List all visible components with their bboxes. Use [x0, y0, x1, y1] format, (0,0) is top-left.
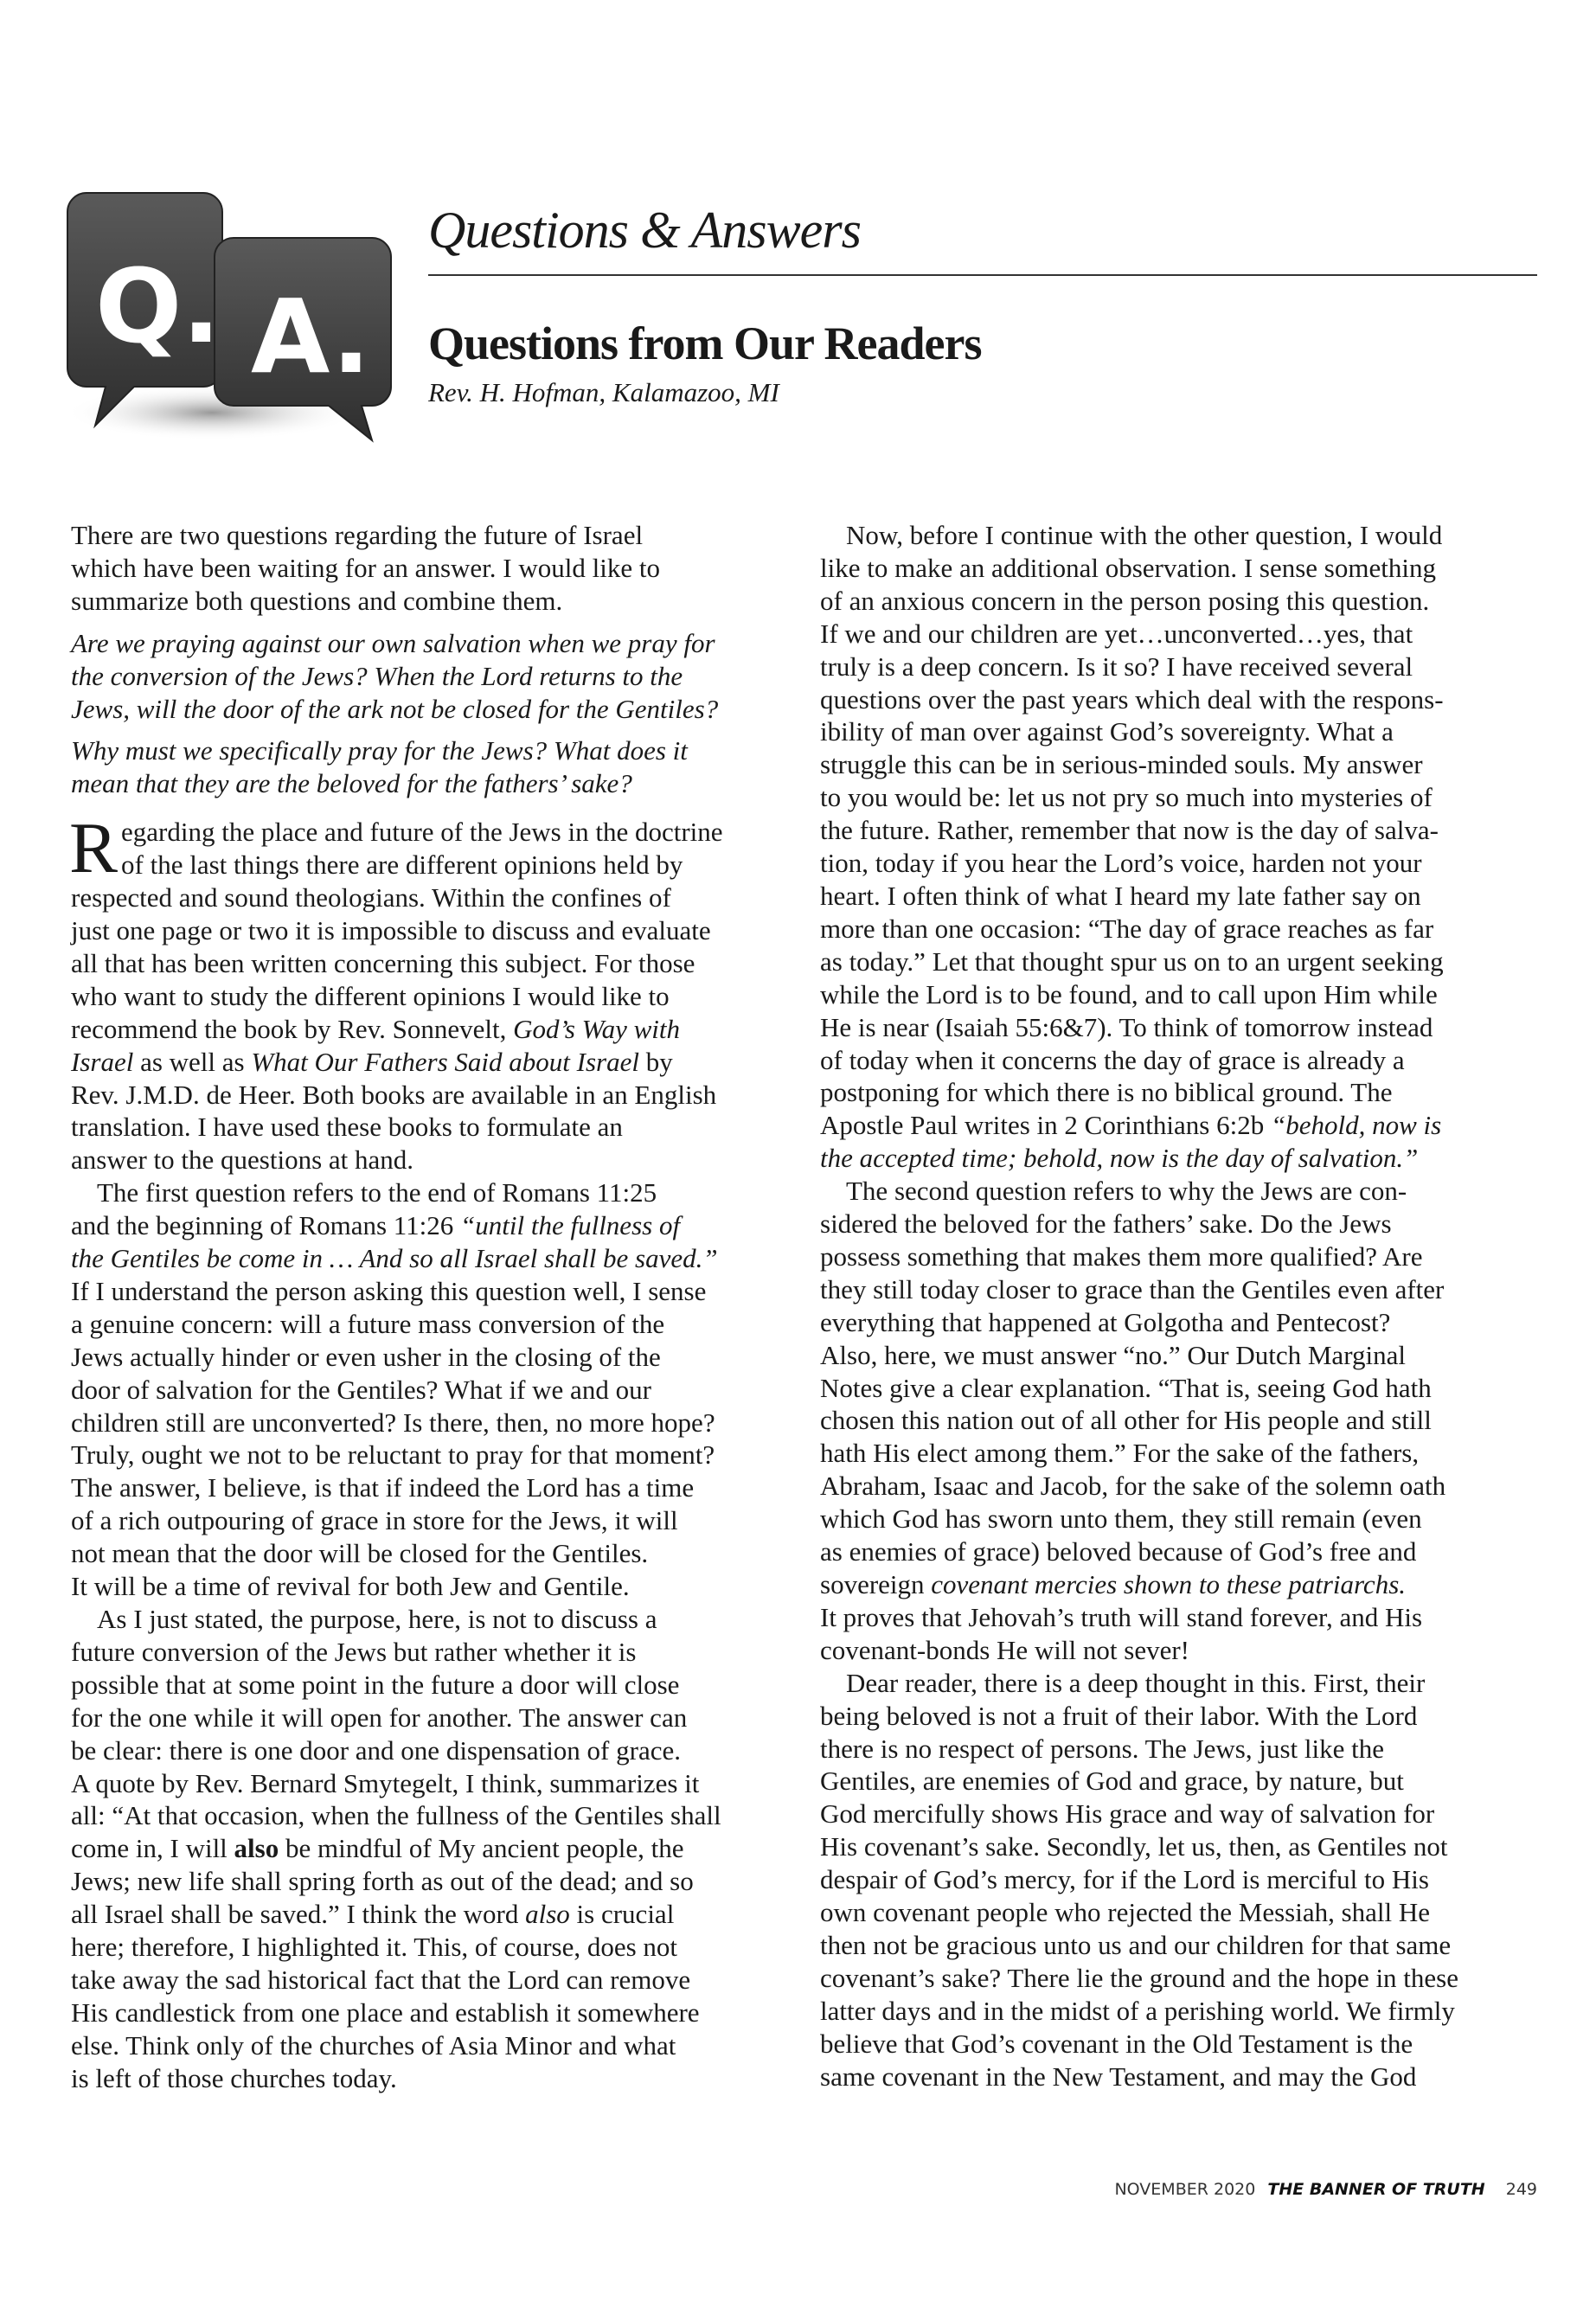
text-line: all: “At that occasion, when the fullness of the Gentiles shall [71, 1800, 721, 1831]
text-line: Jews, will the door of the ark not be closed for the Gentiles? [71, 693, 719, 724]
text-line: tion, today if you hear the Lord’s voice, harden not your [820, 848, 1422, 879]
text-line: to you would be: let us not pry so much into mysteries of [820, 782, 1433, 813]
publication-name: THE BANNER OF TRUTH [1267, 2180, 1485, 2199]
text-line: questions over the past years which deal with the respons- [820, 683, 1444, 715]
paragraph [71, 1603, 798, 2095]
text-line: Jews; new life shall spring forth as out of the dead; and so [71, 1866, 694, 1897]
text-line: Why must we specifically pray for the Jews? What does it [71, 735, 688, 766]
text-line: summarize both questions and combine them. [71, 585, 563, 616]
text-line: everything that happened at Golgotha and Pentecost? [820, 1306, 1391, 1337]
author-byline: Rev. H. Hofman, Kalamazoo, MI [428, 377, 779, 407]
paragraph [820, 1175, 1547, 1667]
text-line: all that has been written concerning this subject. For those [71, 947, 695, 978]
text-line: they still today closer to grace than the Gentiles even after [820, 1273, 1445, 1304]
text-line: of the last things there are different opinions held by [121, 849, 683, 881]
issue-date: NOVEMBER 2020 [1114, 2180, 1256, 2199]
text-segment: sovereign [820, 1569, 932, 1599]
text-segment: be mindful of My ancient people, the [279, 1833, 684, 1864]
text-line: while the Lord is to be found, and to call upon Him while [820, 978, 1438, 1009]
text-line: Rev. J.M.D. de Heer. Both books are available in an English [71, 1079, 717, 1110]
text-line: egarding the place and future of the Jews in the doctrine [121, 817, 723, 848]
qa-speech-bubbles-logo [61, 186, 407, 445]
text-line [71, 1209, 798, 1242]
right-column [820, 519, 1547, 2093]
text-line: As I just stated, the purpose, here, is not to discuss a [97, 1604, 657, 1634]
paragraph [69, 808, 798, 1176]
text-line: covenant-bonds He will not sever! [820, 1634, 1189, 1665]
text-line: same covenant in the New Testament, and may the God [820, 2061, 1417, 2092]
text-line: the future. Rather, remember that now is the day of salva- [820, 815, 1439, 846]
text-line: sidered the beloved for the fathers’ sake. Do the Jews [820, 1208, 1392, 1240]
text-line: there is no respect of persons. The Jews, just like the [820, 1733, 1384, 1764]
italic-text: “until the fullness of [460, 1210, 681, 1241]
text-line [820, 1109, 1547, 1142]
title-divider [428, 274, 1537, 276]
italic-text: God’s Way with [513, 1013, 681, 1044]
left-column [71, 519, 798, 2095]
text-line: truly is a deep concern. Is it so? I have received several [820, 651, 1413, 682]
text-line: God mercifully shows His grace and way of salvation for [820, 1798, 1435, 1830]
text-line: as enemies of grace) beloved because of God’s free and [820, 1536, 1417, 1567]
text-line: despair of God’s mercy, for if the Lord is merciful to His [820, 1864, 1429, 1895]
text-line: His candlestick from one place and establish it somewhere [71, 1997, 700, 2028]
text-line: which have been waiting for an answer. I would like to [71, 552, 660, 583]
text-line [820, 1568, 1547, 1601]
text-line: possible that at some point in the future a door will close [71, 1669, 680, 1700]
text-line: believe that God’s covenant in the Old Testament is the [820, 2028, 1413, 2059]
text-line: Gentiles, are enemies of God and grace, by nature, but [820, 1766, 1404, 1797]
text-line: If we and our children are yet…unconverted…yes, that [820, 618, 1413, 649]
text-line: His covenant’s sake. Secondly, let us, then, as Gentiles not [820, 1831, 1448, 1862]
text-line [71, 1013, 798, 1046]
text-line: of today when it concerns the day of grace is already a [820, 1044, 1405, 1075]
text-line: answer to the questions at hand. [71, 1144, 414, 1176]
italic-text: the accepted time; behold, now is the day of salvation.” [820, 1143, 1419, 1174]
italic-text: also [525, 1899, 570, 1930]
text-line: hath His elect among them.” For the sake of the fathers, [820, 1438, 1420, 1469]
text-line [71, 1832, 798, 1865]
text-line: is left of those churches today. [71, 2062, 397, 2093]
text-segment: all Israel shall be saved.” I think the word [71, 1899, 526, 1930]
text-line: It proves that Jehovah’s truth will stand forever, and His [820, 1601, 1423, 1632]
italic-text: What Our Fathers Said about Israel [251, 1046, 639, 1077]
text-line: It will be a time of revival for both Jew and Gentile. [71, 1571, 630, 1602]
reader-question [71, 734, 798, 800]
text-line: If I understand the person asking this question well, I sense [71, 1275, 707, 1306]
reader-question [71, 627, 798, 726]
text-segment: Apostle Paul writes in 2 Corinthians 6:2b [820, 1110, 1271, 1141]
text-line: covenant’s sake? There lie the ground and the hope in these [820, 1962, 1459, 1993]
text-segment: as well as [133, 1046, 252, 1077]
text-segment: recommend the book by Rev. Sonnevelt, [71, 1013, 514, 1044]
text-line: There are two questions regarding the future of Israel [71, 520, 644, 550]
text-line: chosen this nation out of all other for His people and still [820, 1405, 1432, 1436]
text-line: mean that they are the beloved for the fathers’ sake? [71, 768, 632, 799]
text-line: respected and sound theologians. Within the confines of [71, 882, 671, 913]
italic-text: the Gentiles be come in … And so all Israel shall be saved.” [71, 1243, 718, 1274]
text-line: heart. I often think of what I heard my late father say on [820, 880, 1421, 911]
bold-text: also [234, 1833, 279, 1864]
text-line: being beloved is not a fruit of their labor. With the Lord [820, 1700, 1418, 1731]
italic-text: Israel [71, 1046, 134, 1077]
text-line: of an anxious concern in the person posing this question. [820, 585, 1430, 616]
text-line: Jews actually hinder or even usher in the closing of the [71, 1341, 661, 1372]
text-line: future conversion of the Jews but rather whether it is [71, 1636, 637, 1667]
text-line: children still are unconverted? Is there, then, no more hope? [71, 1407, 715, 1438]
text-line [71, 1242, 798, 1275]
page-number: 249 [1505, 2180, 1537, 2199]
text-line: postponing for which there is no biblical ground. The [820, 1077, 1393, 1108]
text-line: ibility of man over against God’s sovereignty. What a [820, 716, 1394, 747]
article-title: Questions from Our Readers [428, 317, 982, 369]
text-line [820, 1142, 1547, 1175]
text-line: which God has sworn unto them, they still remain (even [820, 1503, 1422, 1535]
text-segment: come in, I will [71, 1833, 234, 1864]
paragraph [71, 1176, 798, 1603]
text-line: not mean that the door will be closed for the Gentiles. [71, 1538, 649, 1569]
text-line: The first question refers to the end of Romans 11:25 [97, 1177, 657, 1208]
text-line: as today.” Let that thought spur us on to an urgent seeking [820, 945, 1444, 977]
text-line: more than one occasion: “The day of grace reaches as far [820, 913, 1434, 944]
drop-cap: R [69, 808, 119, 889]
page-footer [1114, 2180, 1537, 2199]
svg-text:A.: A. [251, 277, 371, 396]
text-segment: is crucial [569, 1899, 675, 1930]
paragraph [820, 519, 1547, 1175]
text-segment: by [638, 1046, 673, 1077]
text-line: Now, before I continue with the other question, I would [846, 520, 1443, 550]
text-line [71, 1046, 798, 1079]
text-line: who want to study the different opinions I would like to [71, 980, 670, 1011]
text-line: The answer, I believe, is that if indeed the Lord has a time [71, 1472, 695, 1503]
text-line: Abraham, Isaac and Jacob, for the sake of the solemn oath [820, 1471, 1446, 1502]
text-line: own covenant people who rejected the Messiah, shall He [820, 1897, 1431, 1928]
text-line: like to make an additional observation. I sense something [820, 552, 1436, 583]
text-line: Are we praying against our own salvation when we pray for [71, 627, 715, 658]
paragraph [71, 519, 798, 618]
italic-text: “behold, now is [1270, 1110, 1442, 1141]
text-line: the conversion of the Jews? When the Lord returns to the [71, 660, 683, 691]
text-line: translation. I have used these books to formulate an [71, 1112, 623, 1143]
text-line: struggle this can be in serious-minded souls. My answer [820, 749, 1423, 780]
text-line: of a rich outpouring of grace in store for the Jews, it will [71, 1505, 678, 1536]
text-line: possess something that makes them more qualified? Are [820, 1240, 1423, 1272]
text-line: The second question refers to why the Jews are con- [846, 1176, 1407, 1207]
text-line: for the one while it will open for another. The answer can [71, 1702, 688, 1733]
text-line: be clear: there is one door and one dispensation of grace. [71, 1734, 681, 1766]
text-line: take away the sad historical fact that the Lord can remove [71, 1964, 691, 1995]
text-line: then not be gracious unto us and our children for that same [820, 1929, 1452, 1960]
text-line: else. Think only of the churches of Asia Minor and what [71, 2029, 676, 2061]
italic-text: covenant mercies shown to these patriarchs. [931, 1569, 1407, 1599]
text-line: Also, here, we must answer “no.” Our Dutch Marginal [820, 1339, 1406, 1370]
paragraph [820, 1667, 1547, 2093]
text-line: a genuine concern: will a future mass conversion of the [71, 1308, 665, 1339]
svg-text:Q.: Q. [95, 247, 221, 366]
text-segment: and the beginning of Romans 11:26 [71, 1210, 461, 1241]
text-line: just one page or two it is impossible to discuss and evaluate [71, 914, 711, 945]
text-line: here; therefore, I highlighted it. This, of course, does not [71, 1932, 678, 1963]
text-line: Truly, ought we not to be reluctant to pray for that moment? [71, 1439, 715, 1471]
section-title: Questions & Answers [428, 202, 861, 259]
text-line: door of salvation for the Gentiles? What if we and our [71, 1374, 651, 1405]
text-line: latter days and in the midst of a perishing world. We firmly [820, 1995, 1455, 2026]
text-line: Notes give a clear explanation. “That is, seeing God hath [820, 1372, 1432, 1403]
text-line: Dear reader, there is a deep thought in this. First, their [846, 1667, 1426, 1698]
text-line: A quote by Rev. Bernard Smytegelt, I think, summarizes it [71, 1767, 700, 1798]
text-line: He is near (Isaiah 55:6&7). To think of tomorrow instead [820, 1011, 1433, 1042]
text-line [71, 1898, 798, 1931]
